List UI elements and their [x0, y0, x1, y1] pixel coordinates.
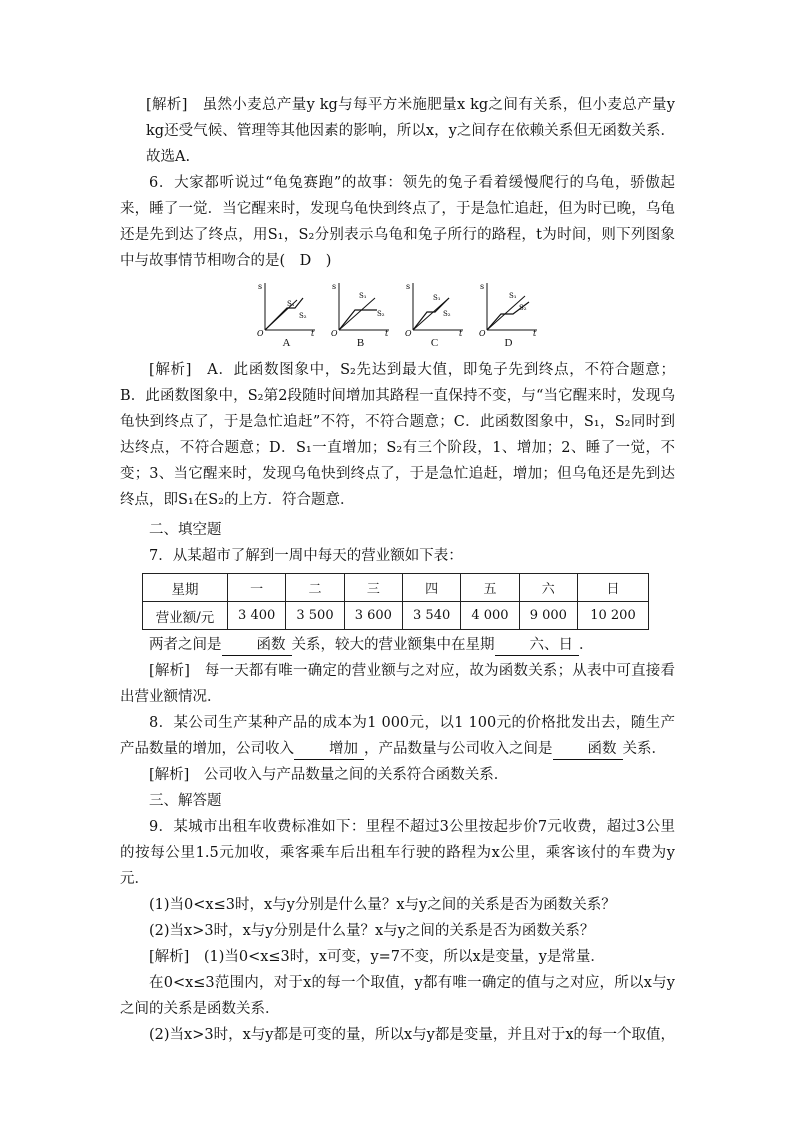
- t-axis-label: t: [458, 329, 462, 336]
- s2-label: S₂: [298, 312, 307, 320]
- question-text: ，产品数量与公司收入之间是: [364, 741, 553, 757]
- table-cell: 3 540: [402, 602, 460, 630]
- graph-d-plot: [479, 280, 539, 336]
- graph-c: [405, 280, 465, 349]
- document-page: [120, 92, 675, 1048]
- graph-label: D: [504, 337, 513, 349]
- s-axis-label: s: [405, 282, 410, 291]
- section-fill-in: 二、填空题: [149, 522, 222, 538]
- graph-label: C: [430, 337, 439, 349]
- answer-blank: 函数: [222, 635, 292, 656]
- answer-text: 两者之间是: [149, 637, 222, 653]
- question-7-answer: [120, 632, 675, 658]
- answer-text: 关系，较大的营业额集中在星期: [291, 637, 495, 653]
- table-cell: 星期: [143, 574, 228, 602]
- question-text: 8．某公司生产某种产品的成本为1 000元，以1 100元的价格批发出去，随生产产品数量的增加，公司收入: [120, 715, 675, 757]
- s2-label: S₂: [376, 310, 385, 318]
- table-cell: 三: [344, 574, 402, 602]
- s-axis-label: s: [331, 282, 336, 291]
- analysis-q9-part1: [解析] (1)当0<x≤3时，x可变，y=7不变，所以x是变量，y是常量．: [149, 949, 605, 965]
- graph-b-plot: [331, 280, 391, 336]
- analysis-q8: [解析] 公司收入与产品数量之间的关系符合函数关系．: [149, 767, 509, 783]
- t-axis-label: t: [532, 329, 536, 336]
- graph-d: [479, 280, 539, 349]
- table-cell: 二: [286, 574, 344, 602]
- s1-label: S₁: [358, 292, 367, 300]
- t-axis-label: t: [310, 329, 314, 336]
- table-cell: 日: [577, 574, 648, 602]
- question-6: 6．大家都听说过“龟兔赛跑”的故事：领先的兔子看着缓慢爬行的乌龟，骄傲起来，睡了一觉．当它醒来时，发现乌龟快到终点了，于是急忙追赶，但为时已晚，乌龟还是先到达了终点，用S₁，S₂分别表示乌龟和兔子所行的路程，t为时间，则下列图象中与故事情节相吻合的是( D ): [120, 175, 675, 269]
- table-cell: 六: [519, 574, 577, 602]
- table-cell: 3 400: [228, 602, 286, 630]
- s-axis-label: s: [257, 282, 262, 291]
- table-cell: 营业额/元: [143, 602, 228, 630]
- s2-label: S₂: [442, 310, 451, 318]
- origin-label: O: [404, 329, 412, 336]
- analysis-q9-part1-cont: 在0<x≤3范围内，对于x的每一个取值，y都有唯一确定的值与之对应，所以x与y之间的关系是函数关系．: [120, 975, 675, 1017]
- graph-label: B: [356, 337, 365, 349]
- sales-table: [142, 573, 649, 630]
- analysis-q7: [解析] 每一天都有唯一确定的营业额与之对应，故为函数关系；从表中可直接看出营业额情况．: [120, 663, 675, 705]
- table-cell: 3 500: [286, 602, 344, 630]
- origin-label: O: [478, 329, 486, 336]
- graph-c-plot: [405, 280, 465, 336]
- graph-options: [120, 280, 675, 349]
- question-9-part2: (2)当x>3时，x与y分别是什么量？x与y之间的关系是否为函数关系？: [149, 923, 595, 939]
- s1-label: S₁: [432, 294, 441, 302]
- analysis-q5: [解析] 虽然小麦总产量y kg与每平方米施肥量x kg之间有关系，但小麦总产量y kg还受气候、管理等其他因素的影响，所以x，y之间存在依赖关系但无函数关系．故选A.: [146, 97, 675, 165]
- table-cell: 4 000: [461, 602, 519, 630]
- graph-label: A: [282, 337, 291, 349]
- answer-blank: 函数: [553, 739, 623, 760]
- question-9: 9．某城市出租车收费标准如下：里程不超过3公里按起步价7元收费，超过3公里的按每公里1.5元加收，乘客乘车后出租车行驶的路程为x公里，乘客该付的车费为y元．: [120, 819, 675, 887]
- answer-blank: 增加: [294, 739, 364, 760]
- table-cell: 9 000: [519, 602, 577, 630]
- s1-label: S₁: [508, 292, 517, 300]
- table-cell: 五: [461, 574, 519, 602]
- analysis-q9-part2: (2)当x>3时，x与y都是可变的量，所以x与y都是变量，并且对于x的每一个取值，: [149, 1027, 676, 1043]
- graph-a-plot: [257, 280, 317, 336]
- graph-a: [257, 280, 317, 349]
- table-cell: 3 600: [344, 602, 402, 630]
- question-7: 7．从某超市了解到一周中每天的营业额如下表：: [149, 548, 463, 564]
- question-9-part1: (1)当0<x≤3时，x与y分别是什么量？x与y之间的关系是否为函数关系？: [149, 897, 616, 913]
- origin-label: O: [330, 329, 338, 336]
- answer-blank: 六、日: [495, 635, 580, 656]
- table-row: [143, 574, 649, 602]
- s2-label: S₂: [518, 304, 527, 312]
- question-text: 关系．: [622, 741, 666, 757]
- origin-label: O: [256, 329, 264, 336]
- question-8: [120, 710, 675, 762]
- graph-b: [331, 280, 391, 349]
- table-cell: 10 200: [577, 602, 648, 630]
- table-row: [143, 602, 649, 630]
- s1-label: S₁: [286, 300, 295, 308]
- table-cell: 四: [402, 574, 460, 602]
- section-answer: 三、解答题: [149, 793, 222, 809]
- answer-text: ．: [579, 637, 594, 653]
- t-axis-label: t: [384, 329, 388, 336]
- s-axis-label: s: [479, 282, 484, 291]
- analysis-q6: [解析] A．此函数图象中，S₂先达到最大值，即兔子先到终点，不符合题意；B．此函数图象中，S₂第2段随时间增加其路程一直保持不变，与“当它醒来时，发现乌龟快到终点了，于是急忙追赶”不符，不符合题意；C．此函数图象中，S₁，S₂同时到达终点，不符合题意；D．S₁一直增加；S₂有三个阶段，1、增加；2、睡了一觉，不变；3、当它醒来时，发现乌龟快到终点了，于是急忙追赶，增加；但乌龟还是先到达终点，即S₁在S₂的上方．符合题意．: [120, 362, 675, 508]
- table-cell: 一: [228, 574, 286, 602]
